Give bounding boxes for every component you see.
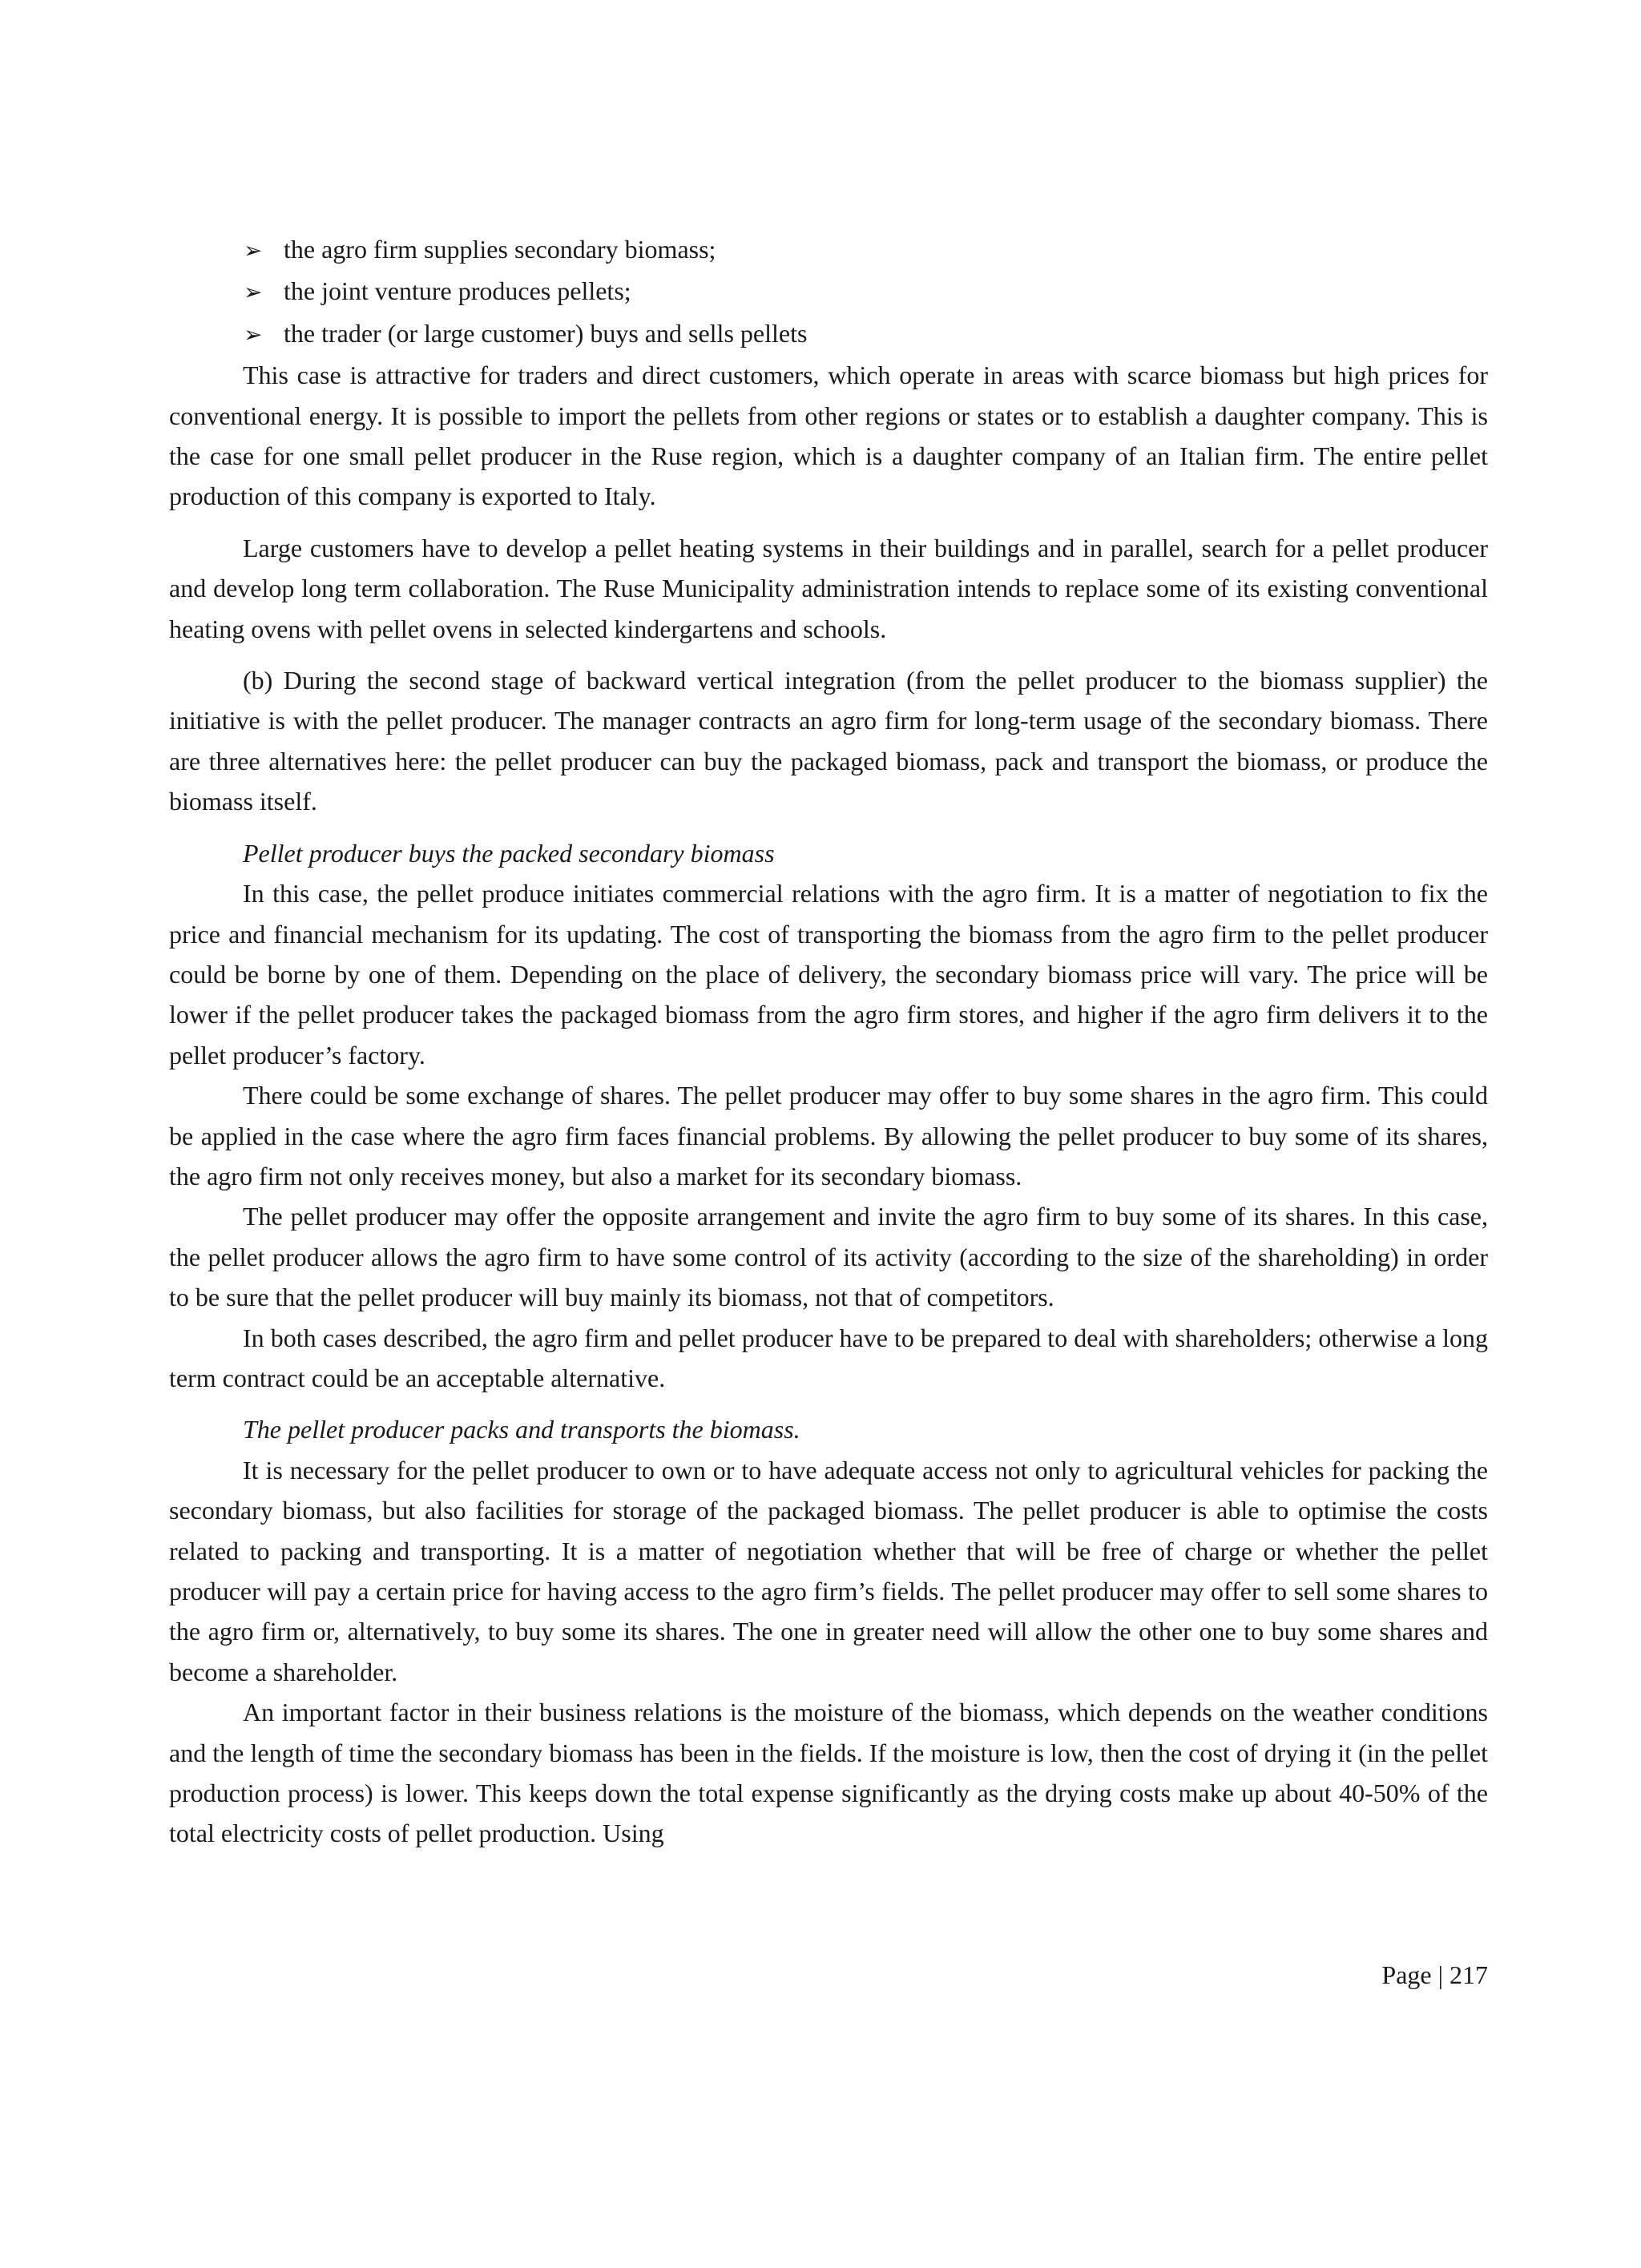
list-item-text: the joint venture produces pellets; xyxy=(284,276,631,306)
list-item xyxy=(169,313,1488,355)
arrowhead-bullet-icon: ➢ xyxy=(244,279,263,306)
subheading-packs-and-transports: The pellet producer packs and transports the biomass. xyxy=(243,1415,800,1444)
list-item-text: the trader (or large customer) buys and sells pellets xyxy=(284,318,808,348)
list-item xyxy=(169,271,1488,312)
paragraph-commercial-relations: In this case, the pellet produce initiates commercial relations with the agro firm. It is a matter of negotiation to fix the price and financial mechanism for its updating. The cost of transporting the biomass from the agro firm to the pellet producer could be borne by one of them. Depending on the place of delivery, the secondary biomass price will vary. The price will be lower if the pellet producer takes the packaged biomass from the agro firm stores, and higher if the agro firm delivers it to the pellet producer’s factory. xyxy=(169,879,1488,1070)
list-item-text: the agro firm supplies secondary biomass; xyxy=(284,235,716,264)
paragraph-backward-integration: (b) During the second stage of backward vertical integration (from the pellet producer to the biomass supplier) the initiative is with the pellet producer. The manager contracts an agro firm for long-term usage of the secondary biomass. There are three alternatives here: the pellet producer can buy the packaged biomass, pack and transport the biomass, or produce the biomass itself. xyxy=(169,666,1488,816)
paragraph-vehicles-and-storage: It is necessary for the pellet producer to own or to have adequate access not only to agricultural vehicles for packing the secondary biomass, but also facilities for storage of the packaged biomass. The pellet producer is able to optimise the costs related to packing and transporting. It is a matter of negotiation whether that will be free of charge or whether the pellet producer will pay a certain price for having access to the agro firm’s fields. The pellet producer may offer to sell some shares to the agro firm or, alternatively, to buy some its shares. The one in greater need will allow the other one to buy some shares and become a shareholder. xyxy=(169,1455,1488,1686)
subheading-buys-packed-biomass: Pellet producer buys the packed secondary biomass xyxy=(243,838,775,868)
paragraph-opposite-arrangement: The pellet producer may offer the opposite arrangement and invite the agro firm to buy some of its shares. In this case, the pellet producer allows the agro firm to have some control of its activity (according to the size of the shareholding) in order to be sure that the pellet producer will buy mainly its biomass, not that of competitors. xyxy=(169,1202,1488,1312)
arrowhead-bullet-icon: ➢ xyxy=(244,320,263,348)
paragraph-exchange-of-shares: There could be some exchange of shares. The pellet producer may offer to buy some shares in the agro firm. This could be applied in the case where the agro firm faces financial problems. By allowing the pellet producer to buy some of its shares, the agro firm not only receives money, but also a market for its secondary biomass. xyxy=(169,1081,1488,1190)
bullet-list xyxy=(169,229,1488,355)
page-content xyxy=(169,229,1488,1854)
list-item xyxy=(169,229,1488,271)
paragraph-large-customers: Large customers have to develop a pellet heating systems in their buildings and in parallel, search for a pellet producer and develop long term collaboration. The Ruse Municipality administration intends to replace some of its existing conventional heating ovens with pellet ovens in selected kindergartens and schools. xyxy=(169,533,1488,643)
arrowhead-bullet-icon: ➢ xyxy=(244,237,263,264)
paragraph-biomass-moisture: An important factor in their business relations is the moisture of the biomass, which depends on the weather conditions and the length of time the secondary biomass has been in the fields. If the moisture is low, then the cost of drying it (in the pellet production process) is lower. This keeps down the total expense significantly as the drying costs make up about 40-50% of the total electricity costs of pellet production. Using xyxy=(169,1698,1488,1848)
paragraph-traders-case: This case is attractive for traders and direct customers, which operate in areas with scarce biomass but high prices for conventional energy. It is possible to import the pellets from other regions or states or to establish a daughter company. This is the case for one small pellet producer in the Ruse region, which is a daughter company of an Italian firm. The entire pellet production of this company is exported to Italy. xyxy=(169,361,1488,511)
page-number: Page | 217 xyxy=(1381,1960,1488,1989)
paragraph-shareholders: In both cases described, the agro firm and pellet producer have to be prepared to deal with shareholders; otherwise a long term contract could be an acceptable alternative. xyxy=(169,1323,1488,1392)
